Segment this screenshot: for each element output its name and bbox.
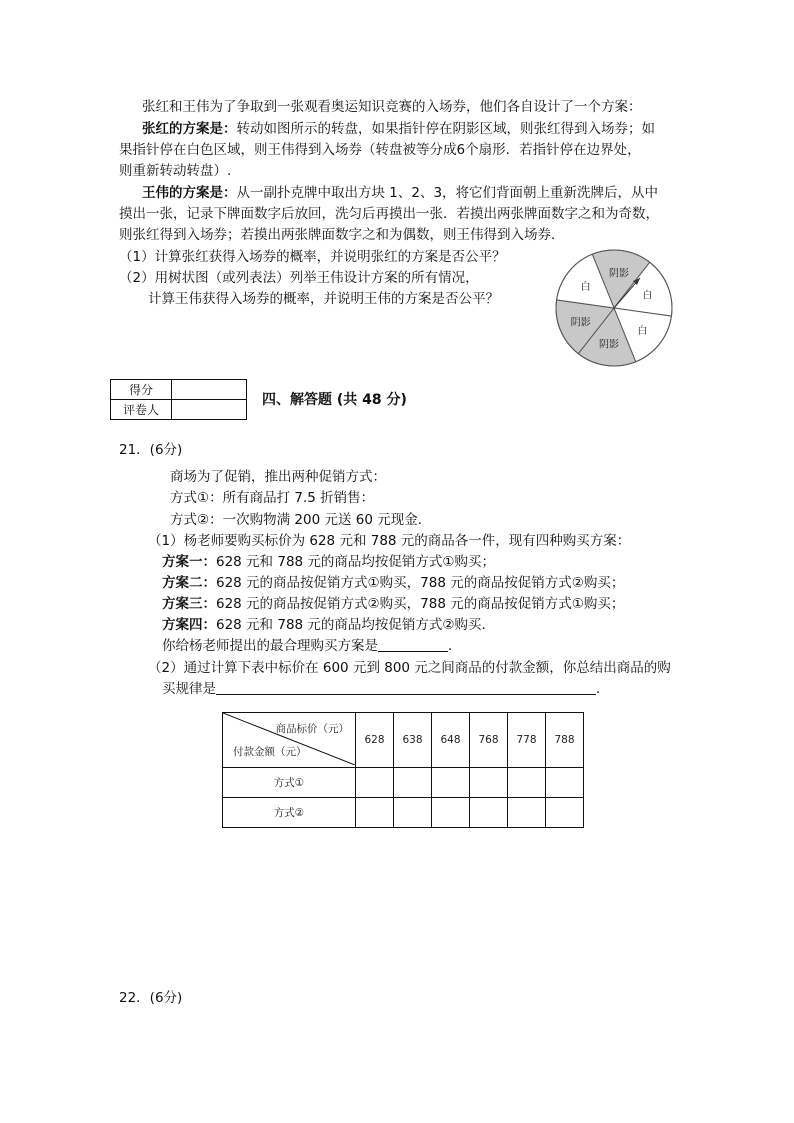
p20-q2b: 计算王伟获得入场券的概率，并说明王伟的方案是否公平？ — [148, 291, 499, 307]
table-cell[interactable] — [470, 798, 508, 828]
table-cell[interactable] — [432, 798, 470, 828]
spinner-sector-label: 白 — [580, 281, 591, 293]
grader-label: 评卷人 — [111, 400, 172, 420]
p20-intro: 张红和王伟为了争取到一张观看奥运知识竞赛的入场券，他们各自设计了一个方案： — [142, 99, 642, 115]
score-label: 得分 — [111, 380, 172, 400]
row-method-2-label: 方式② — [223, 798, 356, 828]
p21-line2: 方式①：所有商品打 7.5 折销售： — [170, 490, 375, 506]
row-method-1-label: 方式① — [223, 768, 356, 798]
price-638: 638 — [394, 713, 432, 768]
suggest-text: 你给杨老师提出的最合理购买方案是 — [162, 638, 378, 654]
plan-4-text: 628 元和 788 元的商品均按促销方式②购买． — [216, 617, 496, 633]
p21-suggest — [162, 636, 462, 656]
table-cell[interactable] — [356, 768, 394, 798]
suggest-period: ． — [448, 638, 462, 654]
p21-number: 21．(6分) — [119, 442, 183, 458]
plan-4-label: 方案四： — [162, 617, 216, 633]
spinner-sector-label: 白 — [642, 290, 653, 302]
header-pay-label: 付款金额（元） — [233, 746, 307, 758]
p21-plan-3 — [162, 594, 624, 614]
price-788: 788 — [546, 713, 584, 768]
p20-ww-line3: 则张红得到入场券；若摸出两张牌面数字之和为偶数，则王伟得到入场券． — [119, 227, 565, 243]
p20-ww-label: 王伟的方案是： — [142, 185, 237, 201]
p21-plan-2 — [162, 573, 624, 593]
table-cell[interactable] — [508, 768, 546, 798]
table-cell[interactable] — [394, 768, 432, 798]
section-title: 四、解答题 (共 48 分) — [262, 392, 407, 408]
p21-plan-1 — [162, 552, 495, 572]
plan-1-label: 方案一： — [162, 554, 216, 570]
p20-q2: （2）用树状图（或列表法）列举王伟设计方案的所有情况， — [119, 270, 479, 286]
p20-zh-line3: 则重新转动转盘）. — [119, 163, 232, 179]
score-box — [110, 379, 247, 420]
spinner-sector-label: 阴影 — [598, 339, 619, 351]
table-cell[interactable] — [394, 798, 432, 828]
price-768: 768 — [470, 713, 508, 768]
table-cell[interactable] — [432, 768, 470, 798]
q2b-text: 买规律是 — [162, 681, 216, 697]
plan-2-label: 方案二： — [162, 575, 216, 591]
p21-plan-4 — [162, 615, 495, 635]
p20-ww-text1: 从一副扑克牌中取出方块 1、2、3，将它们背面朝上重新洗牌后，从中 — [236, 185, 659, 201]
spinner-sector-label: 阴影 — [609, 268, 630, 280]
p21-q2a: （2）通过计算下表中标价在 600 元到 800 元之间商品的付款金额，你总结出商品的购 — [148, 660, 671, 676]
table-cell[interactable] — [356, 798, 394, 828]
p21-q1: （1）杨老师要购买标价为 628 元和 788 元的商品各一件，现有四种购买方案： — [148, 533, 631, 549]
q2b-period: ． — [596, 681, 610, 697]
table-cell[interactable] — [470, 768, 508, 798]
price-table — [222, 712, 584, 828]
p21-line1: 商场为了促销，推出两种促销方式： — [170, 469, 386, 485]
table-cell[interactable] — [546, 768, 584, 798]
p20-zh-line1 — [142, 119, 655, 139]
plan-3-text: 628 元的商品按促销方式②购买，788 元的商品按促销方式①购买； — [216, 596, 625, 612]
grader-value — [172, 400, 247, 420]
p21-line3: 方式②：一次购物满 200 元送 60 元现金． — [170, 512, 432, 528]
score-value — [172, 380, 247, 400]
spinner-sector-label: 白 — [637, 326, 648, 338]
plan-1-text: 628 元和 788 元的商品均按促销方式①购买； — [216, 554, 496, 570]
p20-q1: （1）计算张红获得入场券的概率，并说明张红的方案是否公平？ — [119, 249, 506, 265]
header-price-label: 商品标价（元） — [275, 723, 349, 735]
spinner-diagram — [552, 246, 676, 370]
p21-q2b — [162, 679, 610, 699]
suggest-answer-blank[interactable] — [378, 637, 448, 652]
p20-zh-label: 张红的方案是： — [142, 121, 237, 137]
plan-3-label: 方案三： — [162, 596, 216, 612]
rule-answer-blank[interactable] — [216, 680, 596, 695]
p20-zh-text1: 转动如图所示的转盘，如果指针停在阴影区域，则张红得到入场券；如 — [236, 121, 655, 137]
p20-ww-line2: 摸出一张，记录下牌面数字后放回，洗匀后再摸出一张．若摸出两张牌面数字之和为奇数， — [119, 206, 659, 222]
price-778: 778 — [508, 713, 546, 768]
p20-ww-line1 — [142, 183, 658, 203]
price-628: 628 — [356, 713, 394, 768]
table-diagonal-header — [223, 713, 356, 768]
plan-2-text: 628 元的商品按促销方式①购买，788 元的商品按促销方式②购买； — [216, 575, 625, 591]
p20-zh-line2: 果指针停在白色区域，则王伟得到入场券（转盘被等分成6个扇形．若指针停在边界处， — [119, 142, 641, 158]
table-cell[interactable] — [546, 798, 584, 828]
price-648: 648 — [432, 713, 470, 768]
spinner-sector-label: 阴影 — [570, 317, 591, 329]
p22-number: 22．(6分) — [119, 990, 183, 1006]
table-cell[interactable] — [508, 798, 546, 828]
